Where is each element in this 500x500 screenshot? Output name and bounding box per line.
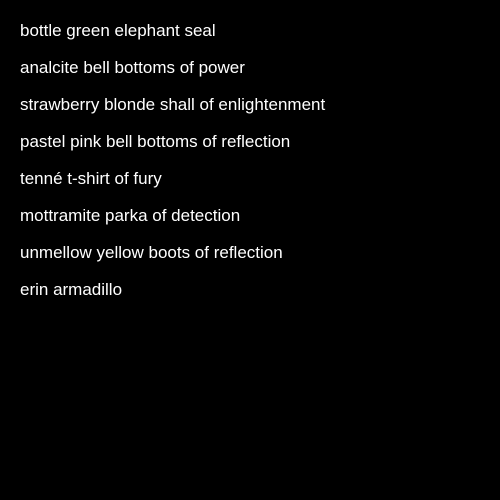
list-item[interactable]: mottramite parka of detection: [20, 206, 241, 225]
list-item[interactable]: tenné t-shirt of fury: [20, 169, 162, 188]
list-item[interactable]: erin armadillo: [20, 280, 123, 299]
list-item[interactable]: bottle green elephant seal: [20, 21, 216, 40]
list-item[interactable]: analcite bell bottoms of power: [20, 58, 245, 77]
list-item[interactable]: unmellow yellow boots of reflection: [20, 243, 283, 262]
list-item[interactable]: strawberry blonde shall of enlightenment: [20, 95, 326, 114]
list-item[interactable]: pastel pink bell bottoms of reflection: [20, 132, 291, 151]
item-list: [20, 20, 325, 316]
